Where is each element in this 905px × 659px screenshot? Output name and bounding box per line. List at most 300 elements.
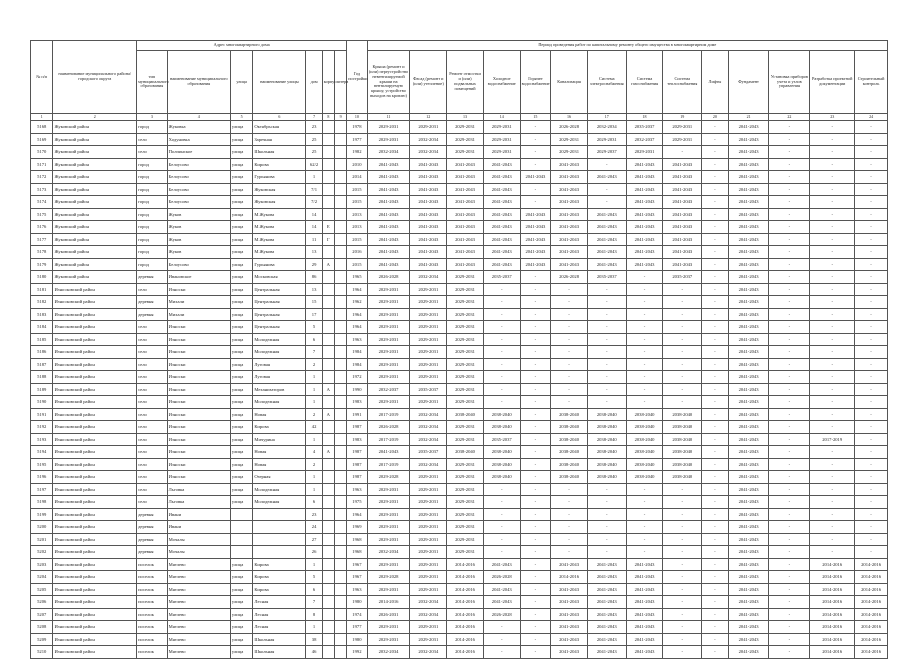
table-cell: 2014-2016 — [447, 558, 484, 571]
table-cell: 2014-2016 — [855, 571, 888, 584]
table-cell: 5199 — [31, 508, 53, 521]
table-cell: 2032-2034 — [410, 458, 447, 471]
table-cell: 1987 — [347, 458, 367, 471]
table-cell: 2041-2043 — [483, 258, 520, 271]
table-cell: поселок — [137, 583, 168, 596]
column-number: 21 — [728, 114, 769, 121]
table-cell — [230, 546, 252, 559]
table-cell: - — [769, 546, 810, 559]
table-cell: 2041-2043 — [520, 246, 551, 259]
table-cell: 46 — [306, 646, 322, 659]
table-cell: 2029-2031 — [447, 358, 484, 371]
table-cell: Гурьянова — [253, 258, 306, 271]
table-cell: 2041-2043 — [551, 596, 588, 609]
table-cell: 2041-2043 — [728, 571, 769, 584]
table-cell: - — [663, 396, 702, 409]
table-cell: село — [137, 421, 168, 434]
table-row — [31, 583, 888, 596]
table-cell: - — [702, 358, 729, 371]
table-cell: - — [769, 158, 810, 171]
table-cell: 1975 — [347, 496, 367, 509]
table-cell — [334, 458, 346, 471]
table-cell: - — [551, 383, 588, 396]
header-cell: корпус — [322, 51, 334, 114]
table-cell: 2041-2043 — [663, 171, 702, 184]
table-cell: 2041-2043 — [483, 233, 520, 246]
table-cell: - — [769, 346, 810, 359]
table-cell: 1 — [306, 558, 322, 571]
table-cell: - — [520, 183, 551, 196]
table-cell: 2029-2031 — [447, 508, 484, 521]
table-cell: город — [137, 121, 168, 134]
table-cell: Жуковка — [167, 121, 230, 134]
table-row — [31, 408, 888, 421]
table-cell: Мичурина — [253, 433, 306, 446]
table-cell: 2032-2037 — [367, 383, 410, 396]
table-cell: - — [769, 133, 810, 146]
table-cell: 2041-2043 — [551, 258, 588, 271]
table-row — [31, 596, 888, 609]
table-cell: 2014-2016 — [810, 571, 855, 584]
table-cell: 2041-2043 — [728, 508, 769, 521]
table-cell: - — [810, 383, 855, 396]
table-cell: 2041-2043 — [728, 496, 769, 509]
table-cell: - — [810, 133, 855, 146]
table-cell: - — [587, 533, 626, 546]
table-cell: улица — [230, 583, 252, 596]
column-number: 12 — [410, 114, 447, 121]
table-cell: - — [626, 358, 663, 371]
table-cell: Жуковская — [253, 183, 306, 196]
table-cell: - — [769, 508, 810, 521]
table-cell: 2041-2043 — [520, 258, 551, 271]
table-cell: Молодежная — [253, 396, 306, 409]
table-cell: 2026-2028 — [551, 271, 588, 284]
table-cell: 1974 — [347, 608, 367, 621]
table-cell: Белоусово — [167, 196, 230, 209]
table-cell: Жуковский район — [53, 196, 137, 209]
table-cell: - — [769, 396, 810, 409]
table-cell: 2029-2031 — [410, 396, 447, 409]
table-cell: - — [520, 508, 551, 521]
table-cell: 1964 — [347, 508, 367, 521]
header-cell: наименование муниципального образования — [167, 51, 230, 114]
table-cell: - — [769, 233, 810, 246]
table-cell — [322, 346, 334, 359]
table-cell: 1964 — [347, 321, 367, 334]
table-cell: 1987 — [347, 446, 367, 459]
table-cell: - — [855, 383, 888, 396]
table-cell — [322, 146, 334, 159]
table-cell: улица — [230, 646, 252, 659]
table-cell: - — [810, 408, 855, 421]
table-cell: 23 — [306, 121, 322, 134]
table-cell: - — [520, 633, 551, 646]
table-cell: Износковский район — [53, 433, 137, 446]
table-cell: Механизаторов — [253, 383, 306, 396]
table-cell: 2038-2040 — [551, 433, 588, 446]
table-cell: 1 — [306, 396, 322, 409]
table-cell: 5185 — [31, 333, 53, 346]
table-cell: улица — [230, 171, 252, 184]
table-cell: 2041-2043 — [587, 571, 626, 584]
table-cell: 2041-2043 — [728, 321, 769, 334]
table-cell: село — [137, 371, 168, 384]
table-cell: - — [855, 371, 888, 384]
table-cell: - — [587, 196, 626, 209]
table-cell — [334, 196, 346, 209]
table-cell — [322, 471, 334, 484]
table-cell: 2014-2016 — [810, 583, 855, 596]
table-cell: Ивани — [167, 521, 230, 534]
table-cell: - — [810, 271, 855, 284]
table-cell: - — [551, 283, 588, 296]
table-cell: 2032-2034 — [367, 146, 410, 159]
table-cell: Износковский район — [53, 333, 137, 346]
table-cell: - — [702, 458, 729, 471]
table-cell: Кирова — [253, 421, 306, 434]
table-cell — [322, 196, 334, 209]
table-cell: 2041-2043 — [483, 558, 520, 571]
table-cell — [334, 183, 346, 196]
table-cell: Луговая — [253, 358, 306, 371]
table-cell: 2029-2031 — [367, 371, 410, 384]
table-cell — [322, 646, 334, 659]
table-cell: - — [702, 233, 729, 246]
table-cell: 2041-2043 — [728, 358, 769, 371]
table-cell: 2041-2043 — [551, 158, 588, 171]
table-cell — [334, 646, 346, 659]
table-cell: улица — [230, 283, 252, 296]
table-cell: - — [520, 446, 551, 459]
table-cell: - — [855, 546, 888, 559]
table-cell: 2041-2043 — [728, 283, 769, 296]
table-cell: 1 — [306, 471, 322, 484]
table-cell: 2029-2031 — [367, 133, 410, 146]
table-cell: - — [520, 471, 551, 484]
table-cell: деревня — [137, 521, 168, 534]
table-cell: - — [810, 546, 855, 559]
table-cell: улица — [230, 408, 252, 421]
table-cell: - — [520, 458, 551, 471]
table-cell: 2041-2043 — [367, 233, 410, 246]
table-cell: Износковский район — [53, 346, 137, 359]
table-cell: 5183 — [31, 308, 53, 321]
table-cell: улица — [230, 208, 252, 221]
table-cell: - — [520, 146, 551, 159]
table-cell: Износки — [167, 433, 230, 446]
table-cell: село — [137, 483, 168, 496]
table-cell: - — [855, 358, 888, 371]
table-cell: Износки — [167, 408, 230, 421]
table-cell — [334, 233, 346, 246]
table-cell: Износковский район — [53, 458, 137, 471]
table-cell: - — [551, 333, 588, 346]
table-cell: 2041-2043 — [728, 383, 769, 396]
table-cell — [322, 458, 334, 471]
table-cell: - — [769, 321, 810, 334]
table-cell: Молодежная — [253, 333, 306, 346]
table-cell: Ивановское — [167, 271, 230, 284]
table-cell: 2 — [306, 408, 322, 421]
table-cell: 2041-2043 — [410, 183, 447, 196]
table-cell: 2041-2043 — [728, 408, 769, 421]
table-cell: 2041-2043 — [626, 246, 663, 259]
table-cell: 2041-2043 — [728, 646, 769, 659]
table-cell: 2017-2019 — [367, 458, 410, 471]
table-cell: 2041-2043 — [551, 196, 588, 209]
table-cell — [334, 583, 346, 596]
table-cell: 2041-2043 — [483, 183, 520, 196]
table-cell: 5 — [306, 571, 322, 584]
table-row — [31, 158, 888, 171]
table-cell: 2038-2040 — [587, 433, 626, 446]
table-cell: Гурьянова — [253, 171, 306, 184]
table-cell: Износковский район — [53, 408, 137, 421]
table-cell: улица — [230, 146, 252, 159]
table-cell: - — [769, 246, 810, 259]
table-cell: 2041-2043 — [447, 221, 484, 234]
table-cell: - — [769, 596, 810, 609]
table-cell: Мятлево — [167, 571, 230, 584]
table-cell: 2041-2043 — [663, 246, 702, 259]
table-cell — [334, 121, 346, 134]
table-cell: 25 — [306, 133, 322, 146]
table-cell: - — [626, 308, 663, 321]
table-cell — [334, 383, 346, 396]
column-number: 5 — [230, 114, 252, 121]
column-number: 1 — [31, 114, 53, 121]
table-cell: 2029-2031 — [367, 396, 410, 409]
table-cell: 2029-2031 — [447, 433, 484, 446]
table-cell: 2026-2028 — [551, 121, 588, 134]
table-cell: село — [137, 383, 168, 396]
table-cell: улица — [230, 433, 252, 446]
table-cell: - — [855, 421, 888, 434]
table-cell: 2041-2043 — [367, 446, 410, 459]
table-cell: - — [587, 296, 626, 309]
table-cell: 2035-2037 — [626, 121, 663, 134]
table-cell: 2038-2040 — [587, 446, 626, 459]
table-cell: 13 — [306, 283, 322, 296]
table-cell: - — [520, 571, 551, 584]
table-cell: деревня — [137, 533, 168, 546]
table-cell: 2029-2031 — [626, 146, 663, 159]
table-cell: улица — [230, 421, 252, 434]
table-row — [31, 558, 888, 571]
table-cell: 2041-2043 — [728, 133, 769, 146]
table-row — [31, 508, 888, 521]
table-cell: 1977 — [347, 621, 367, 634]
column-number: 16 — [551, 114, 588, 121]
table-row — [31, 221, 888, 234]
table-cell: улица — [230, 196, 252, 209]
table-cell: село — [137, 471, 168, 484]
table-cell: - — [663, 546, 702, 559]
table-cell: - — [855, 233, 888, 246]
table-cell: - — [855, 246, 888, 259]
table-cell: Льговка — [167, 496, 230, 509]
table-cell: 2029-2031 — [410, 571, 447, 584]
table-cell: - — [702, 521, 729, 534]
table-cell: 2041-2043 — [410, 233, 447, 246]
table-cell: 2041-2043 — [728, 258, 769, 271]
table-cell: - — [769, 558, 810, 571]
table-cell — [253, 521, 306, 534]
table-cell: 2014-2016 — [367, 596, 410, 609]
table-cell: 2014-2016 — [855, 608, 888, 621]
table-cell — [334, 546, 346, 559]
table-cell: 2029-2031 — [367, 346, 410, 359]
table-cell: 2041-2043 — [367, 258, 410, 271]
table-row — [31, 496, 888, 509]
table-cell: Мятлево — [167, 583, 230, 596]
table-cell: - — [769, 208, 810, 221]
table-cell: Износковский район — [53, 621, 137, 634]
table-cell: - — [626, 271, 663, 284]
table-cell: 2029-2031 — [447, 333, 484, 346]
table-cell: - — [663, 583, 702, 596]
table-cell: 2 — [306, 358, 322, 371]
table-cell: 5180 — [31, 271, 53, 284]
table-cell: улица — [230, 483, 252, 496]
table-cell: 2041-2043 — [728, 371, 769, 384]
table-cell: Кирова — [253, 558, 306, 571]
header-cell: Строительный контроль — [855, 51, 888, 114]
table-cell: село — [137, 146, 168, 159]
header-cell: Ремонт отмостки и (или) подвальных помещений — [447, 51, 484, 114]
table-cell: 2041-2043 — [626, 583, 663, 596]
table-cell — [334, 433, 346, 446]
table-cell: М.Жукова — [253, 221, 306, 234]
table-cell: - — [520, 196, 551, 209]
table-cell: 1978 — [347, 121, 367, 134]
table-cell: - — [483, 521, 520, 534]
table-cell: - — [855, 496, 888, 509]
table-cell: 2015 — [347, 233, 367, 246]
table-cell: улица — [230, 596, 252, 609]
table-cell — [334, 521, 346, 534]
table-cell: - — [769, 571, 810, 584]
table-cell: улица — [230, 383, 252, 396]
table-cell: 11 — [306, 233, 322, 246]
table-cell: - — [769, 471, 810, 484]
table-cell: - — [702, 258, 729, 271]
table-row — [31, 458, 888, 471]
table-cell: 5178 — [31, 246, 53, 259]
table-cell: 1969 — [347, 521, 367, 534]
table-cell: - — [855, 408, 888, 421]
table-cell: - — [855, 196, 888, 209]
table-cell: 6 — [306, 583, 322, 596]
table-cell — [334, 308, 346, 321]
table-cell: - — [626, 296, 663, 309]
table-cell: 2041-2043 — [587, 233, 626, 246]
table-cell: 2029-2031 — [447, 546, 484, 559]
table-cell: 2017-2019 — [367, 433, 410, 446]
table-cell: 5205 — [31, 583, 53, 596]
table-cell: 5177 — [31, 233, 53, 246]
table-cell: улица — [230, 308, 252, 321]
table-cell: улица — [230, 271, 252, 284]
table-cell: 2029-2031 — [367, 283, 410, 296]
table-cell — [322, 508, 334, 521]
table-cell: Новая — [253, 458, 306, 471]
table-cell — [322, 633, 334, 646]
table-cell: - — [520, 546, 551, 559]
table-cell: Ивани — [167, 508, 230, 521]
table-cell: 2041-2043 — [447, 183, 484, 196]
table-cell: 2041-2043 — [367, 208, 410, 221]
table-cell: - — [663, 358, 702, 371]
table-cell: 5184 — [31, 321, 53, 334]
table-cell: 5198 — [31, 496, 53, 509]
table-cell: - — [626, 546, 663, 559]
table-cell: 2029-2031 — [663, 133, 702, 146]
table-cell: 2029-2031 — [447, 271, 484, 284]
table-cell: - — [855, 333, 888, 346]
table-cell: 5190 — [31, 396, 53, 409]
table-cell: - — [702, 146, 729, 159]
table-cell: Износковский район — [53, 296, 137, 309]
table-cell: 2041-2043 — [728, 183, 769, 196]
table-cell: 2029-2031 — [367, 533, 410, 546]
table-cell: Жуков — [167, 208, 230, 221]
table-cell: 2029-2031 — [367, 321, 410, 334]
header-cell: тип муниципального образования — [137, 51, 168, 114]
table-cell — [322, 296, 334, 309]
table-cell: - — [626, 371, 663, 384]
table-cell: - — [483, 333, 520, 346]
table-cell: - — [702, 633, 729, 646]
table-cell: Жуковский район — [53, 208, 137, 221]
table-cell: - — [702, 508, 729, 521]
table-cell: 1964 — [347, 283, 367, 296]
table-cell: 2032-2034 — [410, 433, 447, 446]
table-cell: 2041-2043 — [587, 246, 626, 259]
table-cell: - — [520, 383, 551, 396]
table-cell: 1964 — [347, 308, 367, 321]
column-number: 18 — [626, 114, 663, 121]
table-cell: Износковский район — [53, 546, 137, 559]
table-cell: 1968 — [347, 546, 367, 559]
table-row — [31, 246, 888, 259]
table-cell: 2029-2031 — [551, 146, 588, 159]
table-cell: 7/1 — [306, 183, 322, 196]
table-cell: 2041-2043 — [626, 558, 663, 571]
table-cell: - — [702, 596, 729, 609]
table-cell: - — [855, 258, 888, 271]
header-cell: Разработка проектной документации — [810, 51, 855, 114]
table-cell: город — [137, 258, 168, 271]
table-cell: - — [810, 458, 855, 471]
table-cell: - — [551, 521, 588, 534]
table-cell: - — [663, 496, 702, 509]
table-cell: 2015 — [347, 183, 367, 196]
table-cell: 5171 — [31, 158, 53, 171]
table-cell: 2041-2043 — [728, 483, 769, 496]
table-cell: - — [702, 183, 729, 196]
table-cell: - — [663, 146, 702, 159]
table-cell: - — [702, 246, 729, 259]
table-cell: 2029-2031 — [663, 121, 702, 134]
table-cell: 1967 — [347, 558, 367, 571]
table-cell: М.Жукова — [253, 246, 306, 259]
header-cell: Система теплоснабжения — [663, 51, 702, 114]
table-cell: село — [137, 396, 168, 409]
table-cell: 5197 — [31, 483, 53, 496]
table-cell: 2041-2043 — [728, 271, 769, 284]
